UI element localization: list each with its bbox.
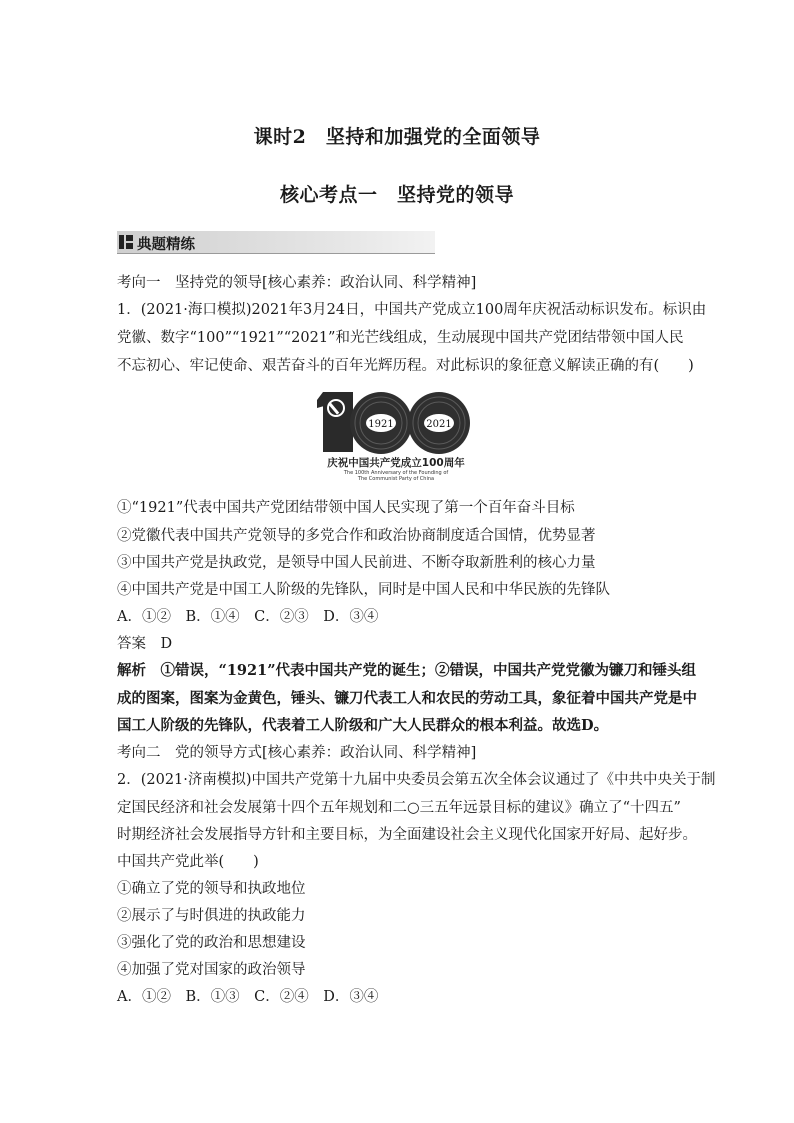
year-left: 1921 <box>368 419 394 430</box>
direction-2: 考向二 党的领导方式[核心素养：政治认同、科学精神] <box>117 745 477 761</box>
question-1-option: ①“1921”代表中国共产党团结带领中国人民实现了第一个百年奋斗目标 <box>117 500 575 516</box>
question-1-option: ④中国共产党是中国工人阶级的先锋队，同时是中国人民和中华民族的先锋队 <box>117 582 610 598</box>
question-2-option: ②展示了与时俱进的执政能力 <box>117 908 306 924</box>
emblem-caption-cn: 庆祝中国共产党成立100周年 <box>327 457 465 469</box>
lesson-title: 课时2 坚持和加强党的全面领导 <box>253 126 541 148</box>
question-2-line: 定国民经济和社会发展第十四个五年规划和二○三五年远景目标的建议》确立了“十四五” <box>117 800 681 816</box>
question-1-option: ②党徽代表中国共产党领导的多党合作和政治协商制度适合国情，优势显著 <box>117 528 596 544</box>
question-2-line: 时期经济社会发展指导方针和主要目标，为全面建设社会主义现代化国家开好局、起好步。 <box>117 827 697 843</box>
question-2-option: ①确立了党的领导和执政地位 <box>117 881 306 897</box>
question-2-option: ④加强了党对国家的政治领导 <box>117 962 306 978</box>
question-1-choices: A．①② B．①④ C．②③ D．③④ <box>117 609 379 625</box>
question-2-option: ③强化了党的政治和思想建设 <box>117 935 306 951</box>
question-1-option: ③中国共产党是执政党，是领导中国人民前进、不断夺取新胜利的核心力量 <box>117 555 596 571</box>
question-1-line: 党徽、数字“100”“1921”“2021”和光芒线组成，生动展现中国共产党团结带领中国人民 <box>117 330 684 346</box>
year-right: 2021 <box>426 419 452 430</box>
emblem-caption-en-2: The Communist Party of China <box>357 476 435 481</box>
section-marker-icon <box>119 235 133 249</box>
question-1-analysis: 国工人阶级的先锋队，代表着工人阶级和广大人民群众的根本利益。故选D。 <box>117 717 609 734</box>
centenary-emblem <box>313 386 479 481</box>
party-emblem-icon <box>317 392 353 452</box>
question-2-line: 中国共产党此举( ) <box>117 854 259 870</box>
question-1-analysis: 成的图案，图案为金黄色，锤头、镰刀代表工人和农民的劳动工具，象征着中国共产党是中 <box>117 690 697 707</box>
question-2-line: 2．(2021·济南模拟)中国共产党第十九届中央委员会第五次全体会议通过了《中共中央关于制 <box>117 772 716 788</box>
section-label: 典题精练 <box>137 237 195 253</box>
zero-disc-left <box>350 392 412 454</box>
direction-1: 考向一 坚持党的领导[核心素养：政治认同、科学精神] <box>117 275 477 291</box>
question-1-line: 1．(2021·海口模拟)2021年3月24日，中国共产党成立100周年庆祝活动标识发布。标识由 <box>117 302 707 318</box>
question-1-line: 不忘初心、牢记使命、艰苦奋斗的百年光辉历程。对此标识的象征意义解读正确的有( ) <box>117 358 694 374</box>
core-point-title: 核心考点一 坚持党的领导 <box>279 184 514 206</box>
question-2-choices: A．①② B．①③ C．②④ D．③④ <box>117 989 379 1005</box>
question-1-answer: 答案 D <box>117 636 173 652</box>
section-header <box>117 231 435 254</box>
zero-disc-right <box>408 392 470 454</box>
question-1-analysis: 解析 ①错误，“1921”代表中国共产党的诞生；②错误，中国共产党党徽为镰刀和锤头组 <box>117 662 697 679</box>
emblem-caption-en-1: The 100th Anniversary of the Founding of <box>343 470 449 476</box>
